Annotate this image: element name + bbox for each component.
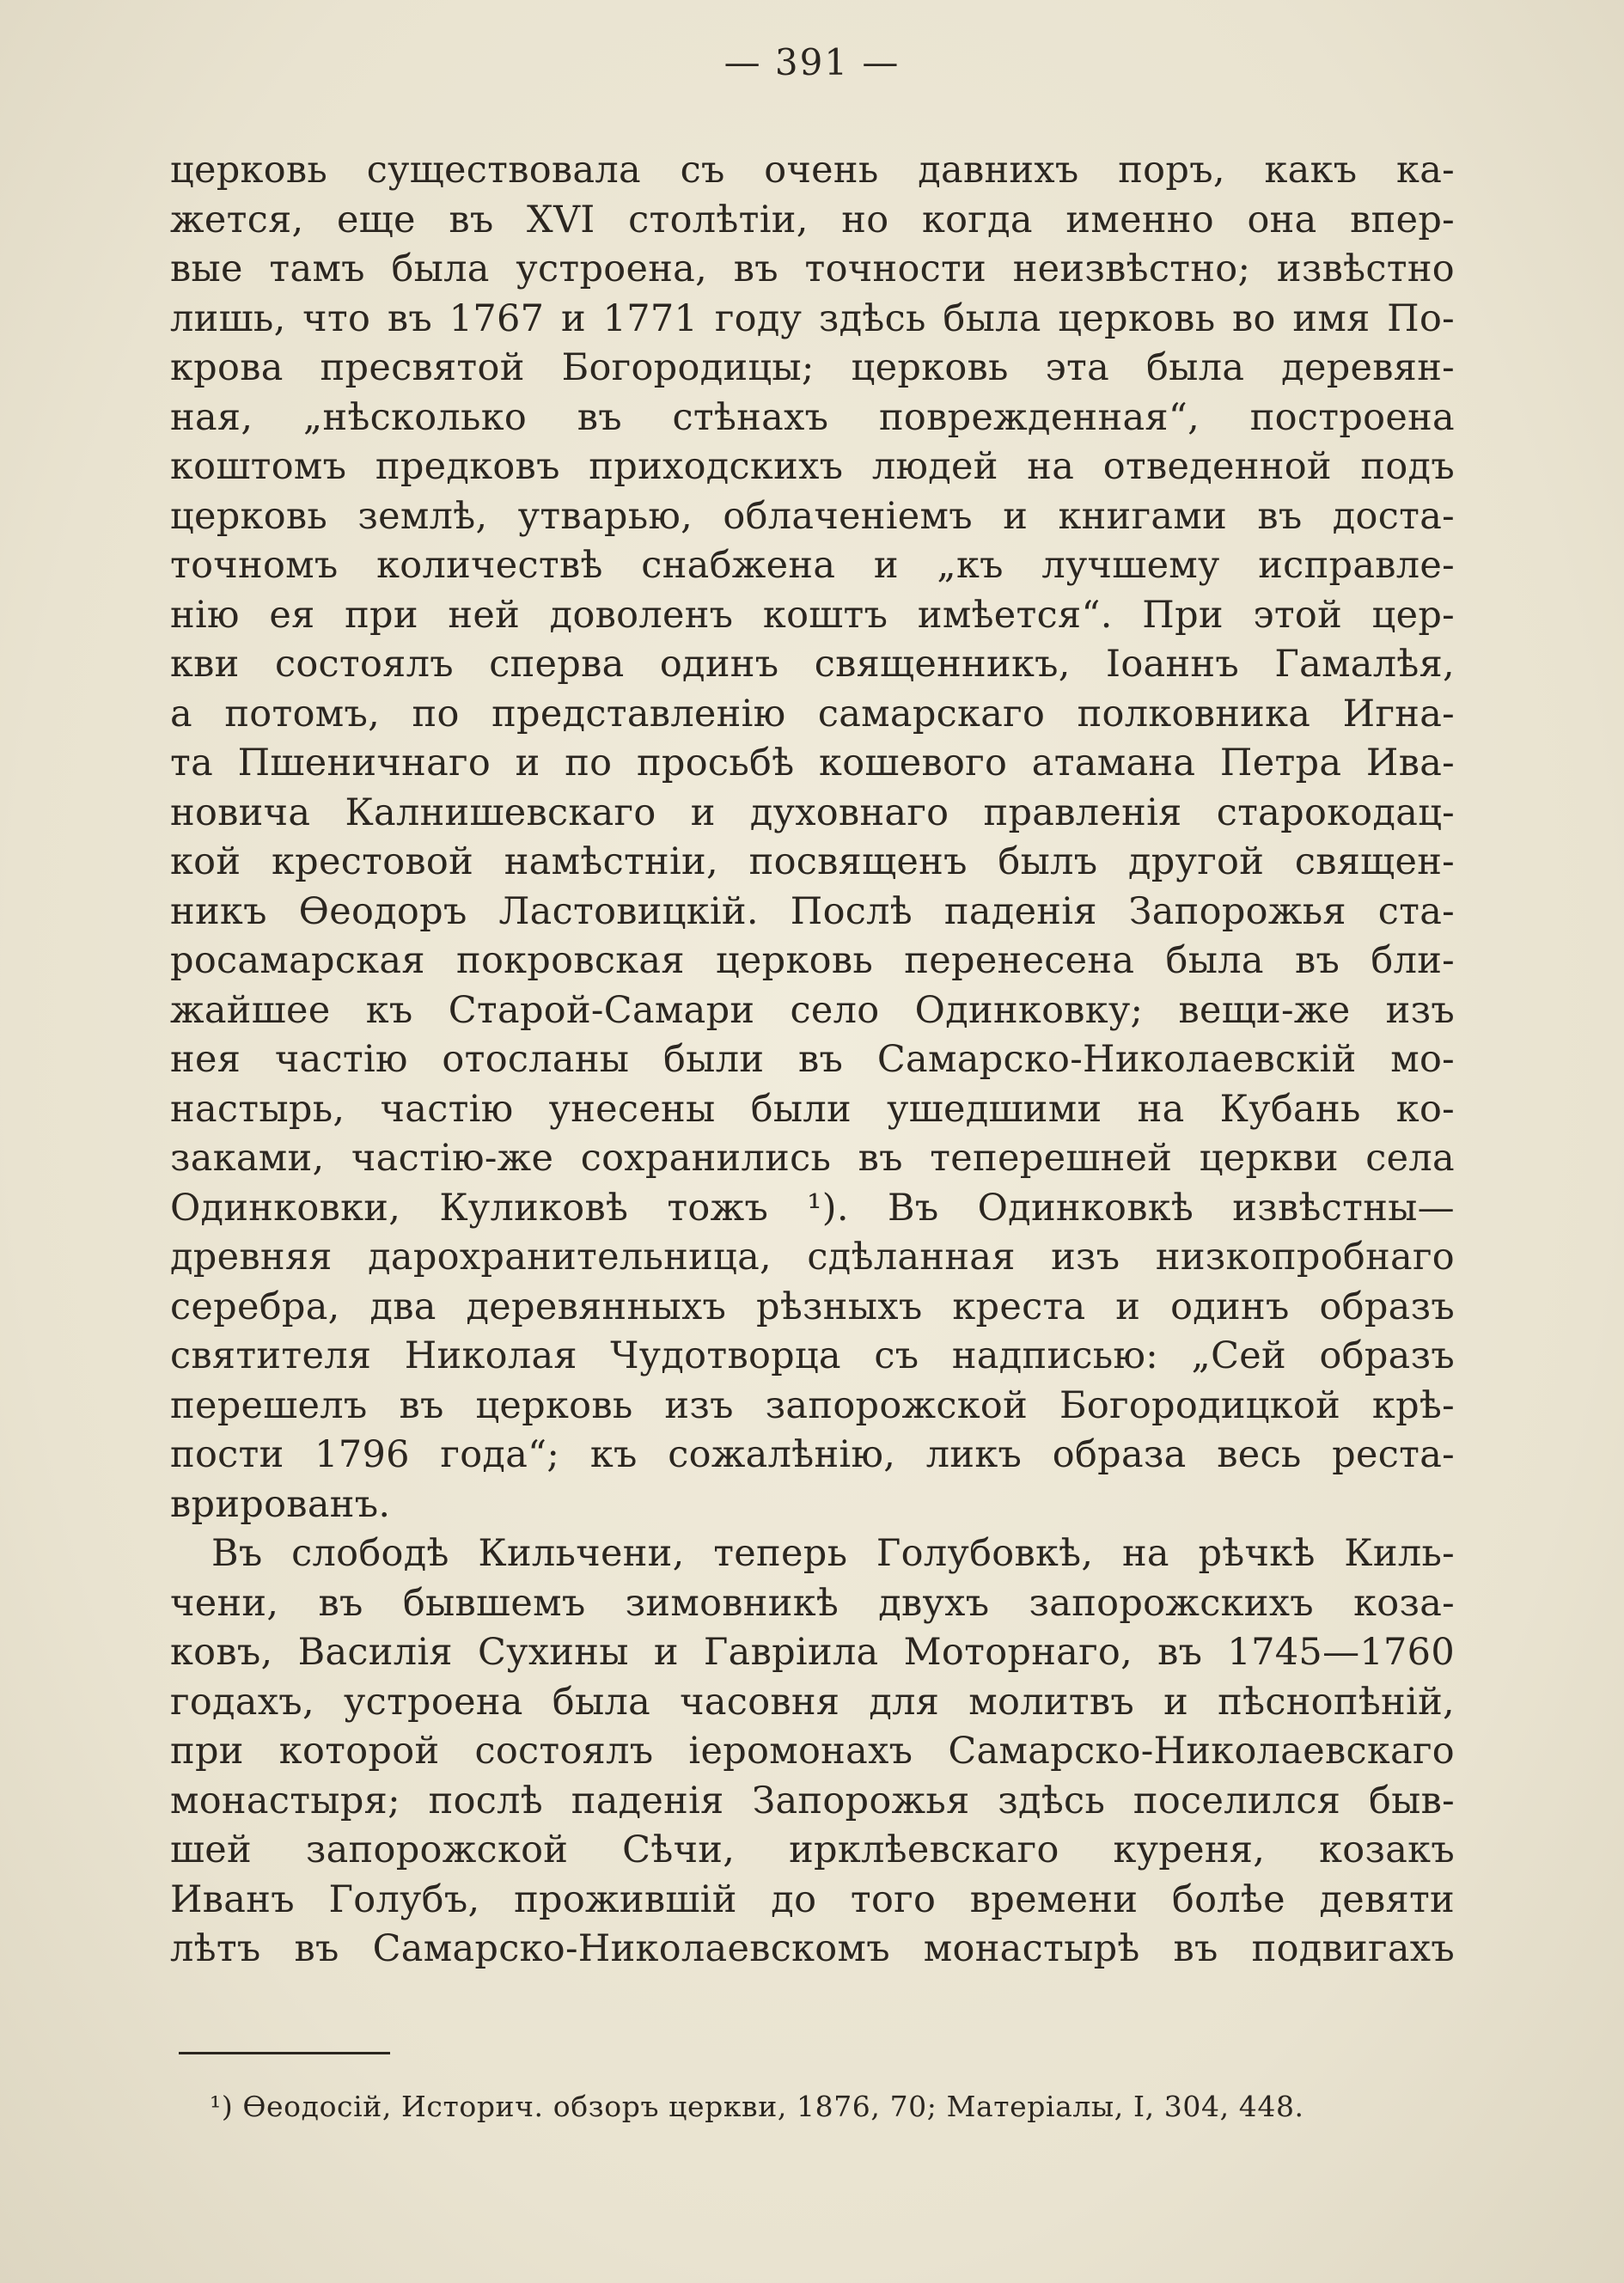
text-line: церковь землѣ, утварью, облаченіемъ и книгами въ доста- — [170, 494, 1455, 538]
text-line: Въ слободѣ Кильчени, теперь Голубовкѣ, на рѣчкѣ Киль- — [211, 1532, 1455, 1575]
text-line: лишь, что въ 1767 и 1771 году здѣсь была церковь во имя По- — [170, 296, 1455, 340]
text-line: шей запорожской Сѣчи, ирклѣевскаго куреня, козакъ — [170, 1828, 1455, 1871]
body-text — [170, 146, 1455, 1975]
text-line: чени, въ бывшемъ зимовникѣ двухъ запорожскихъ коза- — [170, 1581, 1455, 1625]
text-line: настырь, частію унесены были ушедшими на Кубань ко- — [170, 1087, 1455, 1131]
text-line: врированъ. — [170, 1482, 391, 1526]
text-line: перешелъ въ церковь изъ запорожской Богородицкой крѣ- — [170, 1383, 1455, 1427]
text-line: ная, „нѣсколько въ стѣнахъ поврежденная“, построена — [170, 395, 1455, 439]
text-line: нію ея при ней доволенъ коштъ имѣется“. При этой цер- — [170, 593, 1455, 637]
text-line: церковь существовала съ очень давнихъ поръ, какъ ка- — [170, 149, 1455, 192]
text-line: точномъ количествѣ снабжена и „къ лучшему исправле- — [170, 544, 1455, 587]
text-line: годахъ, устроена была часовня для молитвъ и пѣснопѣній, — [170, 1680, 1455, 1724]
text-line: а потомъ, по представленію самарскаго полковника Игна- — [170, 692, 1455, 736]
footnote: ¹) Ѳеодосій, Историч. обзоръ церкви, 1876, 70; Матеріалы, I, 304, 448. — [210, 2090, 1304, 2123]
text-line: коштомъ предковъ приходскихъ людей на отведенной подъ — [170, 445, 1455, 488]
text-line: лѣтъ въ Самарско-Николаевскомъ монастырѣ въ подвигахъ — [170, 1927, 1455, 1970]
text-line: кой крестовой намѣстніи, посвященъ былъ другой священ- — [170, 840, 1455, 883]
text-line: та Пшеничнаго и по просьбѣ кошевого атамана Петра Ива- — [170, 742, 1455, 784]
text-line: росамарская покровская церковь перенесена была въ бли- — [170, 939, 1455, 982]
text-line: серебра, два деревянныхъ рѣзныхъ креста и одинъ образъ — [170, 1285, 1455, 1328]
footnote-divider — [179, 2052, 390, 2054]
text-line: древняя дарохранительница, сдѣланная изъ низкопробнаго — [170, 1236, 1455, 1279]
text-line: вые тамъ была устроена, въ точности неизвѣстно; извѣстно — [170, 247, 1455, 290]
text-line: кви состоялъ сперва одинъ священникъ, Іоаннъ Гамалѣя, — [170, 643, 1455, 686]
text-line: при которой состоялъ іеромонахъ Самарско-Николаевскаго — [170, 1730, 1455, 1773]
text-line: монастыря; послѣ паденія Запорожья здѣсь поселился быв- — [170, 1779, 1455, 1822]
text-line: Иванъ Голубъ, прожившій до того времени болѣе девяти — [170, 1877, 1455, 1921]
text-line: жайшее къ Старой-Самари село Одинковку; вещи-же изъ — [170, 988, 1455, 1032]
paragraph-2 — [170, 1529, 1455, 1975]
text-line: никъ Ѳеодоръ Ластовицкій. Послѣ паденія Запорожья ста- — [170, 889, 1455, 933]
text-line: жется, еще въ XVI столѣтіи, но когда именно она впер- — [170, 198, 1455, 241]
text-line: заками, частію-же сохранились въ теперешней церкви села — [170, 1137, 1455, 1180]
text-line: пости 1796 года“; къ сожалѣнію, ликъ образа весь реста- — [170, 1433, 1455, 1476]
text-line: ковъ, Василія Сухины и Гавріила Моторнаго, въ 1745—1760 — [170, 1631, 1455, 1674]
paragraph-1 — [170, 146, 1455, 1529]
text-line: Одинковки, Куликовѣ тожъ ¹). Въ Одинковкѣ извѣстны— — [170, 1186, 1455, 1230]
page-number: — 391 — — [723, 41, 901, 83]
text-line: новича Калнишевскаго и духовнаго правленія старокодац- — [170, 791, 1455, 834]
text-line: святителя Николая Чудотворца съ надписью: „Сей образъ — [170, 1334, 1455, 1377]
text-line: нея частію отосланы были въ Самарско-Николаевскій мо- — [170, 1038, 1455, 1081]
text-line: крова пресвятой Богородицы; церковь эта была деревян- — [170, 346, 1455, 389]
